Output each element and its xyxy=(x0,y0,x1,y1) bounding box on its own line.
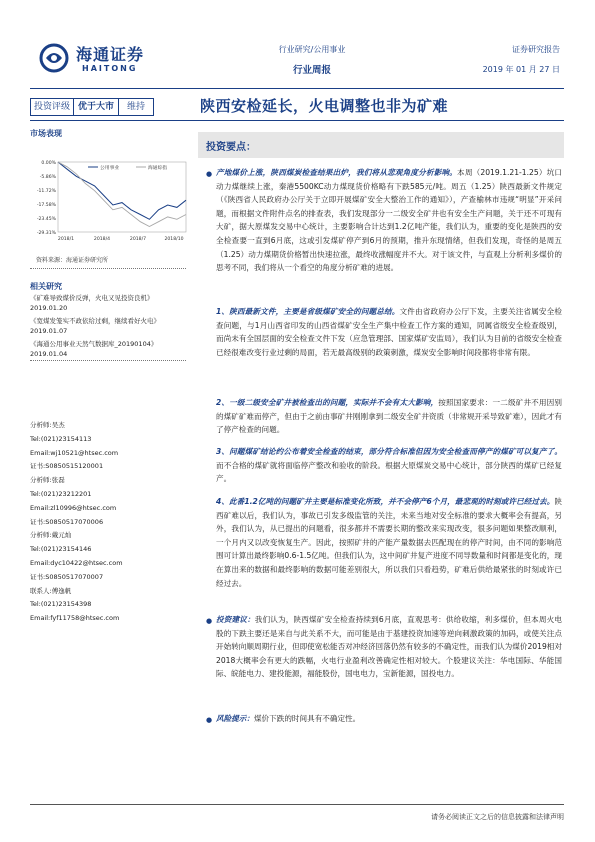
paragraph-6-text: 我们认为，陕西煤矿安全检查持续到6月底，直观思考：供给收缩，利多煤价，但本周火电股的下跌主要还是来自与此关系不大，而可能是由于基建投资加速等逆向刺激政策的加码，或使关注点开始转向顺周期行业，但即使宽松能否对冲经济回落仍然有较多的不确定性，而我们认为煤价2019相对2018大概率会有更大的跌幅，火电行业盈利改善确定性相对较大。个股建议关注：华电国际、华能国际、皖能电力、建投能源，福能股份，国电电力，宝新能源，国投电力。 xyxy=(216,615,563,679)
analyst-line[interactable]: Email:wj10521@htsec.com xyxy=(30,448,119,457)
paragraph-5-lead: 4、此番1.2亿吨的问题矿井主要是标准变化所致，并不会停产6个月，最悲观的时刻或许已经过去。 xyxy=(216,497,555,506)
analyst-line: 分析师:张磊 xyxy=(30,476,65,485)
bullet-icon: ● xyxy=(206,170,213,178)
paragraph-1 xyxy=(216,166,562,275)
y-tick-label: -17.58% xyxy=(36,203,56,208)
related-heading: 相关研究 xyxy=(30,282,62,291)
paragraph-5 xyxy=(216,495,562,590)
x-tick-label: 2018/10 xyxy=(164,237,184,242)
analyst-line[interactable]: Email:dyc10422@htsec.com xyxy=(30,559,123,567)
related-item[interactable]: 《海通公用事业天然气数据库_20190104》2019.01.04 xyxy=(30,340,158,358)
report-label: 证券研究报告 xyxy=(512,45,560,54)
y-tick-label: -5.86% xyxy=(39,175,56,180)
title-divider xyxy=(30,120,564,121)
paragraph-7 xyxy=(216,712,562,726)
paragraph-3 xyxy=(216,396,562,437)
related-item[interactable]: 《矿难导致煤价反弹，火电又见投资良机》2019.01.20 xyxy=(30,294,154,312)
paragraph-2-lead: 1、陕西最新文件，主要是省级煤矿安全的问题总结。 xyxy=(216,307,400,316)
report-type: 行业周报 xyxy=(292,65,331,76)
rating-previous: 维持 xyxy=(118,98,154,116)
rating-label: 投资评级 xyxy=(30,98,74,116)
analyst-line: 分析师:戴元灿 xyxy=(30,531,72,540)
analyst-line[interactable]: Email:fyf11758@htsec.com xyxy=(30,614,120,623)
y-tick-label: -29.31% xyxy=(36,231,56,236)
haitong-logo xyxy=(36,40,176,78)
bullet-icon: ● xyxy=(206,716,213,724)
rating-value: 优于大市 xyxy=(74,98,118,116)
report-category: 行业研究/公用事业 xyxy=(278,45,346,54)
paragraph-5-text: 陕西矿难以后，我们认为，事故已引发多级监管的关注，未来当地对安全标准的要求大概率会有提高，另外，我们认为，从已提出的问题看，很多都并不需要长期的整改来实现改变，很多问题如果整改顺利，一个月内又以改变恢复生产。因此，按照矿井的产能产量数据去匹配现在的停产时间，由不同的影响范围可计算出最终影响0.6-1.5亿吨。但我们认为，这中间矿井复产进度不同导数量和时间都是变化的，现在算出来的数据和最终影响的数据可能差别很大，所以我们只看趋势，矿难后供给最紧张的时刻或许已经过去。 xyxy=(216,497,562,588)
header-center xyxy=(262,44,362,76)
analyst-line: 证书:S0850517070007 xyxy=(30,572,104,581)
series-line-1 xyxy=(58,162,186,227)
paragraph-4-lead: 3、问题煤矿结论约公布着安全检查的结束，部分符合标准但因为安全检查而停产的煤矿可以复产了。 xyxy=(216,447,562,456)
analyst-line: 证书:S0850515120001 xyxy=(30,462,104,471)
header-divider xyxy=(30,88,564,89)
legend-label: 公用事业 xyxy=(100,166,120,171)
y-tick-label: -11.72% xyxy=(36,189,56,194)
paragraph-4 xyxy=(216,445,562,486)
footer-disclaimer: 请务必阅读正文之后的信息披露和法律声明 xyxy=(431,813,564,821)
x-tick-label: 2018/7 xyxy=(129,237,147,242)
x-tick-label: 2018/4 xyxy=(93,237,111,242)
analyst-line: Tel:(021)23154398 xyxy=(30,600,92,609)
footer-divider xyxy=(30,804,564,805)
report-title: 陕西安检延长，火电调整也非为矿难 xyxy=(200,97,449,115)
paragraph-1-text: 本周（2019.1.21-1.25）坑口动力煤继续上涨，秦港5500KC动力煤现货价格略有下跌585元/吨。周五（1.25）陕西最新文件规定（《陕西省人民政府办公厅关于立即开展煤矿安全大整治工作的通知》），产查榆林市违规“明显”开采问题，而根据文件附件点名的排查表，我们发现部分一二级安全矿井也有安全生产问题，关于还不可现有大矿，据大原煤发交易中心统计，主要影响合计达到1.2亿吨产能，我们认为，重要的变化是陕西的安全检查要一直到6月底，这或引发煤矿停产到6月的预期，推升东现情绪，但我们发现，奇怪的是周五（1.25）动力煤期货价格暂出快速拉涨，最终收涨幅度并不大。对于该文件，与直观上分析利多煤价的思考不同，我们将从一个看空的角度分析矿难的进展。 xyxy=(216,168,562,273)
analyst-line: Tel:(021)23212201 xyxy=(30,490,92,498)
chart-frame xyxy=(58,162,186,232)
bullet-icon: ● xyxy=(206,617,213,625)
chart-source: 资料来源：海通证券研究所 xyxy=(36,257,109,264)
key-points-heading: 投资要点： xyxy=(206,142,256,153)
x-tick-label: 2018/1 xyxy=(57,237,75,242)
report-date: 2019 年 01 月 27 日 xyxy=(482,65,560,74)
logo-text-cn: 海通证券 xyxy=(76,45,145,64)
analyst-line: 证书:S0850517070006 xyxy=(30,517,104,526)
analyst-line: 分析师:吴杰 xyxy=(30,421,65,429)
market-chart xyxy=(30,152,190,248)
analyst-line[interactable]: Email:zl10996@htsec.com xyxy=(30,503,117,512)
left-divider xyxy=(30,360,186,361)
paragraph-3-text: 按照国家要求：一二级矿井不用因别的煤矿矿难而停产，但由于之前由事矿井刚刚拿到二级安全矿井资质（非常规开采导致矿难），因此才有了停产检查的问题。 xyxy=(216,398,563,435)
paragraph-7-lead: 风险提示： xyxy=(216,714,254,723)
paragraph-7-text: 煤价下跌的时间具有不确定性。 xyxy=(253,714,361,723)
left-divider xyxy=(30,268,186,269)
analyst-line: Tel:(021)23154113 xyxy=(30,434,92,443)
paragraph-2 xyxy=(216,305,562,359)
related-item[interactable]: 《宽煤发笼实不政依给过剩，继续看好火电》2019.01.07 xyxy=(30,317,160,335)
paragraph-4-text: 而不合格的煤矿就将面临停产整改和验收的阶段。根据大原煤炭交易中心统计，部分陕西的煤矿已经复产。 xyxy=(216,460,562,484)
y-tick-label: -23.45% xyxy=(36,217,56,222)
paragraph-1-lead: 产地煤价上涨，陕西煤炭检查结果出炉，我们将从悲观角度分析影响。 xyxy=(216,168,458,177)
header-right xyxy=(460,44,560,75)
paragraph-3-lead: 2、一级二级安全矿井被检查出的问题，实际并不会有太大影响， xyxy=(216,398,439,407)
legend-label: 海通综指 xyxy=(148,166,168,171)
logo-text-en: HAITONG xyxy=(82,64,138,73)
paragraph-2-text: 文件由省政府办公厅下发，主要关注省属安全检查问题，与1月山西省印发的山西省煤矿安全生产集中检查工作方案的通知，同属省级安全检查级别，而尚未有全国层面的安全检查文件下发（应急管理部、国家煤矿安监局），我们认为目前的省级安全检查已经很难改变行业过剩的局面，若无最高级别的政策刺激，煤炭安全影响时间段都将非常有限。 xyxy=(216,307,563,357)
rating-bar xyxy=(30,98,192,116)
y-tick-label: 0.00% xyxy=(41,161,56,166)
market-heading: 市场表现 xyxy=(30,129,62,138)
analyst-line: Tel:(021)23154146 xyxy=(30,545,92,554)
paragraph-6 xyxy=(216,613,562,681)
paragraph-6-lead: 投资建议： xyxy=(216,615,255,624)
analyst-line: 联系人:傅逸帆 xyxy=(30,586,72,595)
